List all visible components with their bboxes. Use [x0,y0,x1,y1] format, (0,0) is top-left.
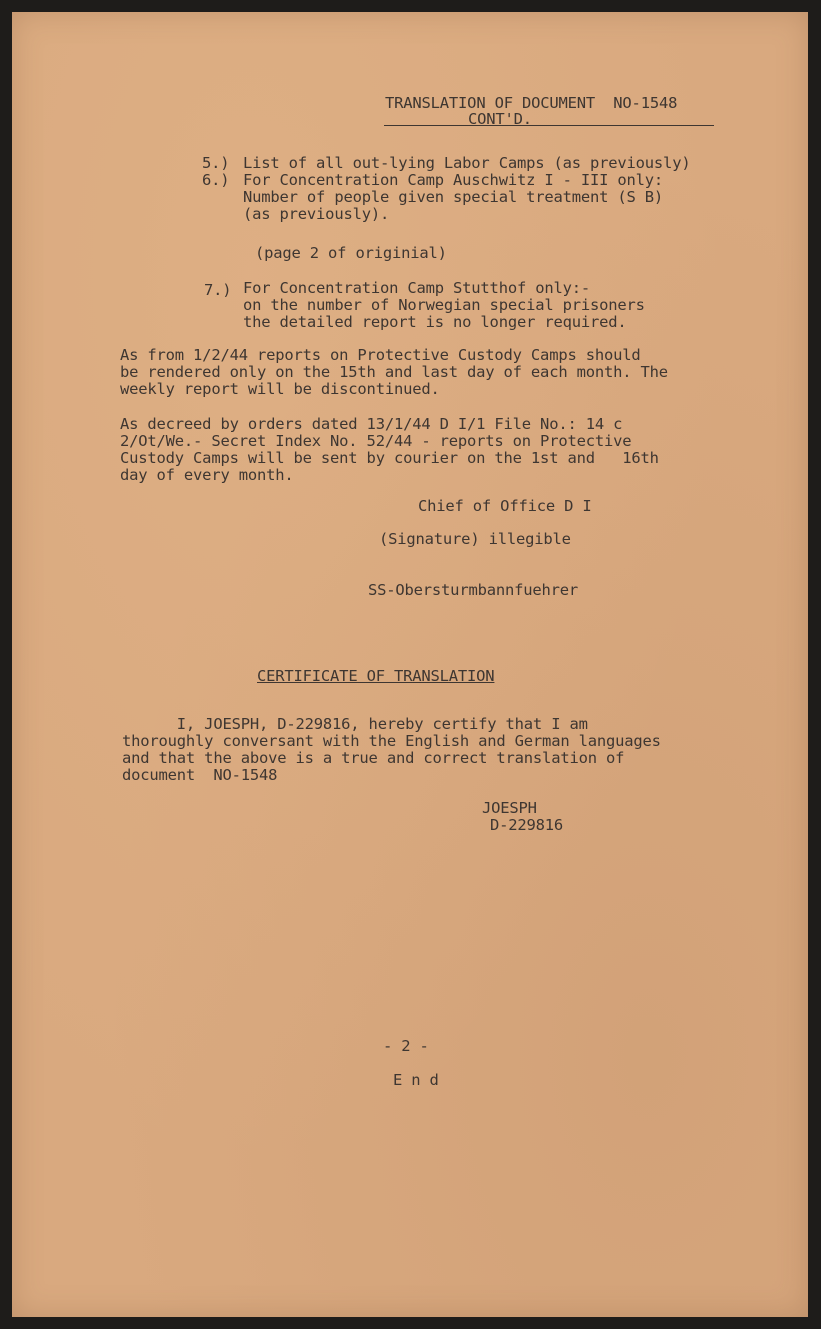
item-7-line-2: on the number of Norwegian special prisoners [243,296,645,314]
office-title: Chief of Office D I [418,497,592,515]
end-marker: E n d [393,1071,439,1089]
item-6-line-2: Number of people given special treatment (S B) [243,188,664,206]
item-7-line-1: For Concentration Camp Stutthof only:- [243,279,591,297]
item-6-line-1: For Concentration Camp Auschwitz I - III only: [243,171,664,189]
item-6-number: 6.) [202,171,230,189]
certificate-line-4: document NO-1548 [122,766,278,784]
continued-label: CONT'D. [468,110,532,128]
translator-name: JOESPH [482,799,537,817]
paragraph-2-line-3: Custody Camps will be sent by courier on the 1st and 16th [120,449,659,467]
paragraph-1-line-2: be rendered only on the 15th and last day of each month. The [120,363,668,381]
translator-id: D-229816 [490,816,564,834]
signature-illegible: (Signature) illegible [379,530,571,548]
page-note: (page 2 of originial) [255,244,447,262]
officer-rank: SS-Obersturmbannfuehrer [368,581,579,599]
document-page [12,12,808,1317]
certificate-line-1: I, JOESPH, D-229816, hereby certify that I am [122,715,588,733]
item-5-number: 5.) [202,154,230,172]
certificate-line-3: and that the above is a true and correct translation of [122,749,625,767]
document-title: TRANSLATION OF DOCUMENT NO-1548 [385,94,678,112]
certificate-heading: CERTIFICATE OF TRANSLATION [257,667,495,685]
header-rule [384,125,714,126]
item-7-number: 7.) [204,281,232,299]
certificate-line-2: thoroughly conversant with the English and German languages [122,732,661,750]
paragraph-1-line-3: weekly report will be discontinued. [120,380,440,398]
page-number: - 2 - [383,1037,429,1055]
paragraph-2-line-2: 2/Ot/We.- Secret Index No. 52/44 - reports on Protective [120,432,632,450]
paragraph-1-line-1: As from 1/2/44 reports on Protective Custody Camps should [120,346,641,364]
paragraph-2-line-4: day of every month. [120,466,294,484]
item-5-text: List of all out-lying Labor Camps (as previously) [243,154,691,172]
item-7-line-3: the detailed report is no longer required. [243,313,627,331]
item-6-line-3: (as previously). [243,205,390,223]
paragraph-2-line-1: As decreed by orders dated 13/1/44 D I/1 File No.: 14 c [120,415,623,433]
